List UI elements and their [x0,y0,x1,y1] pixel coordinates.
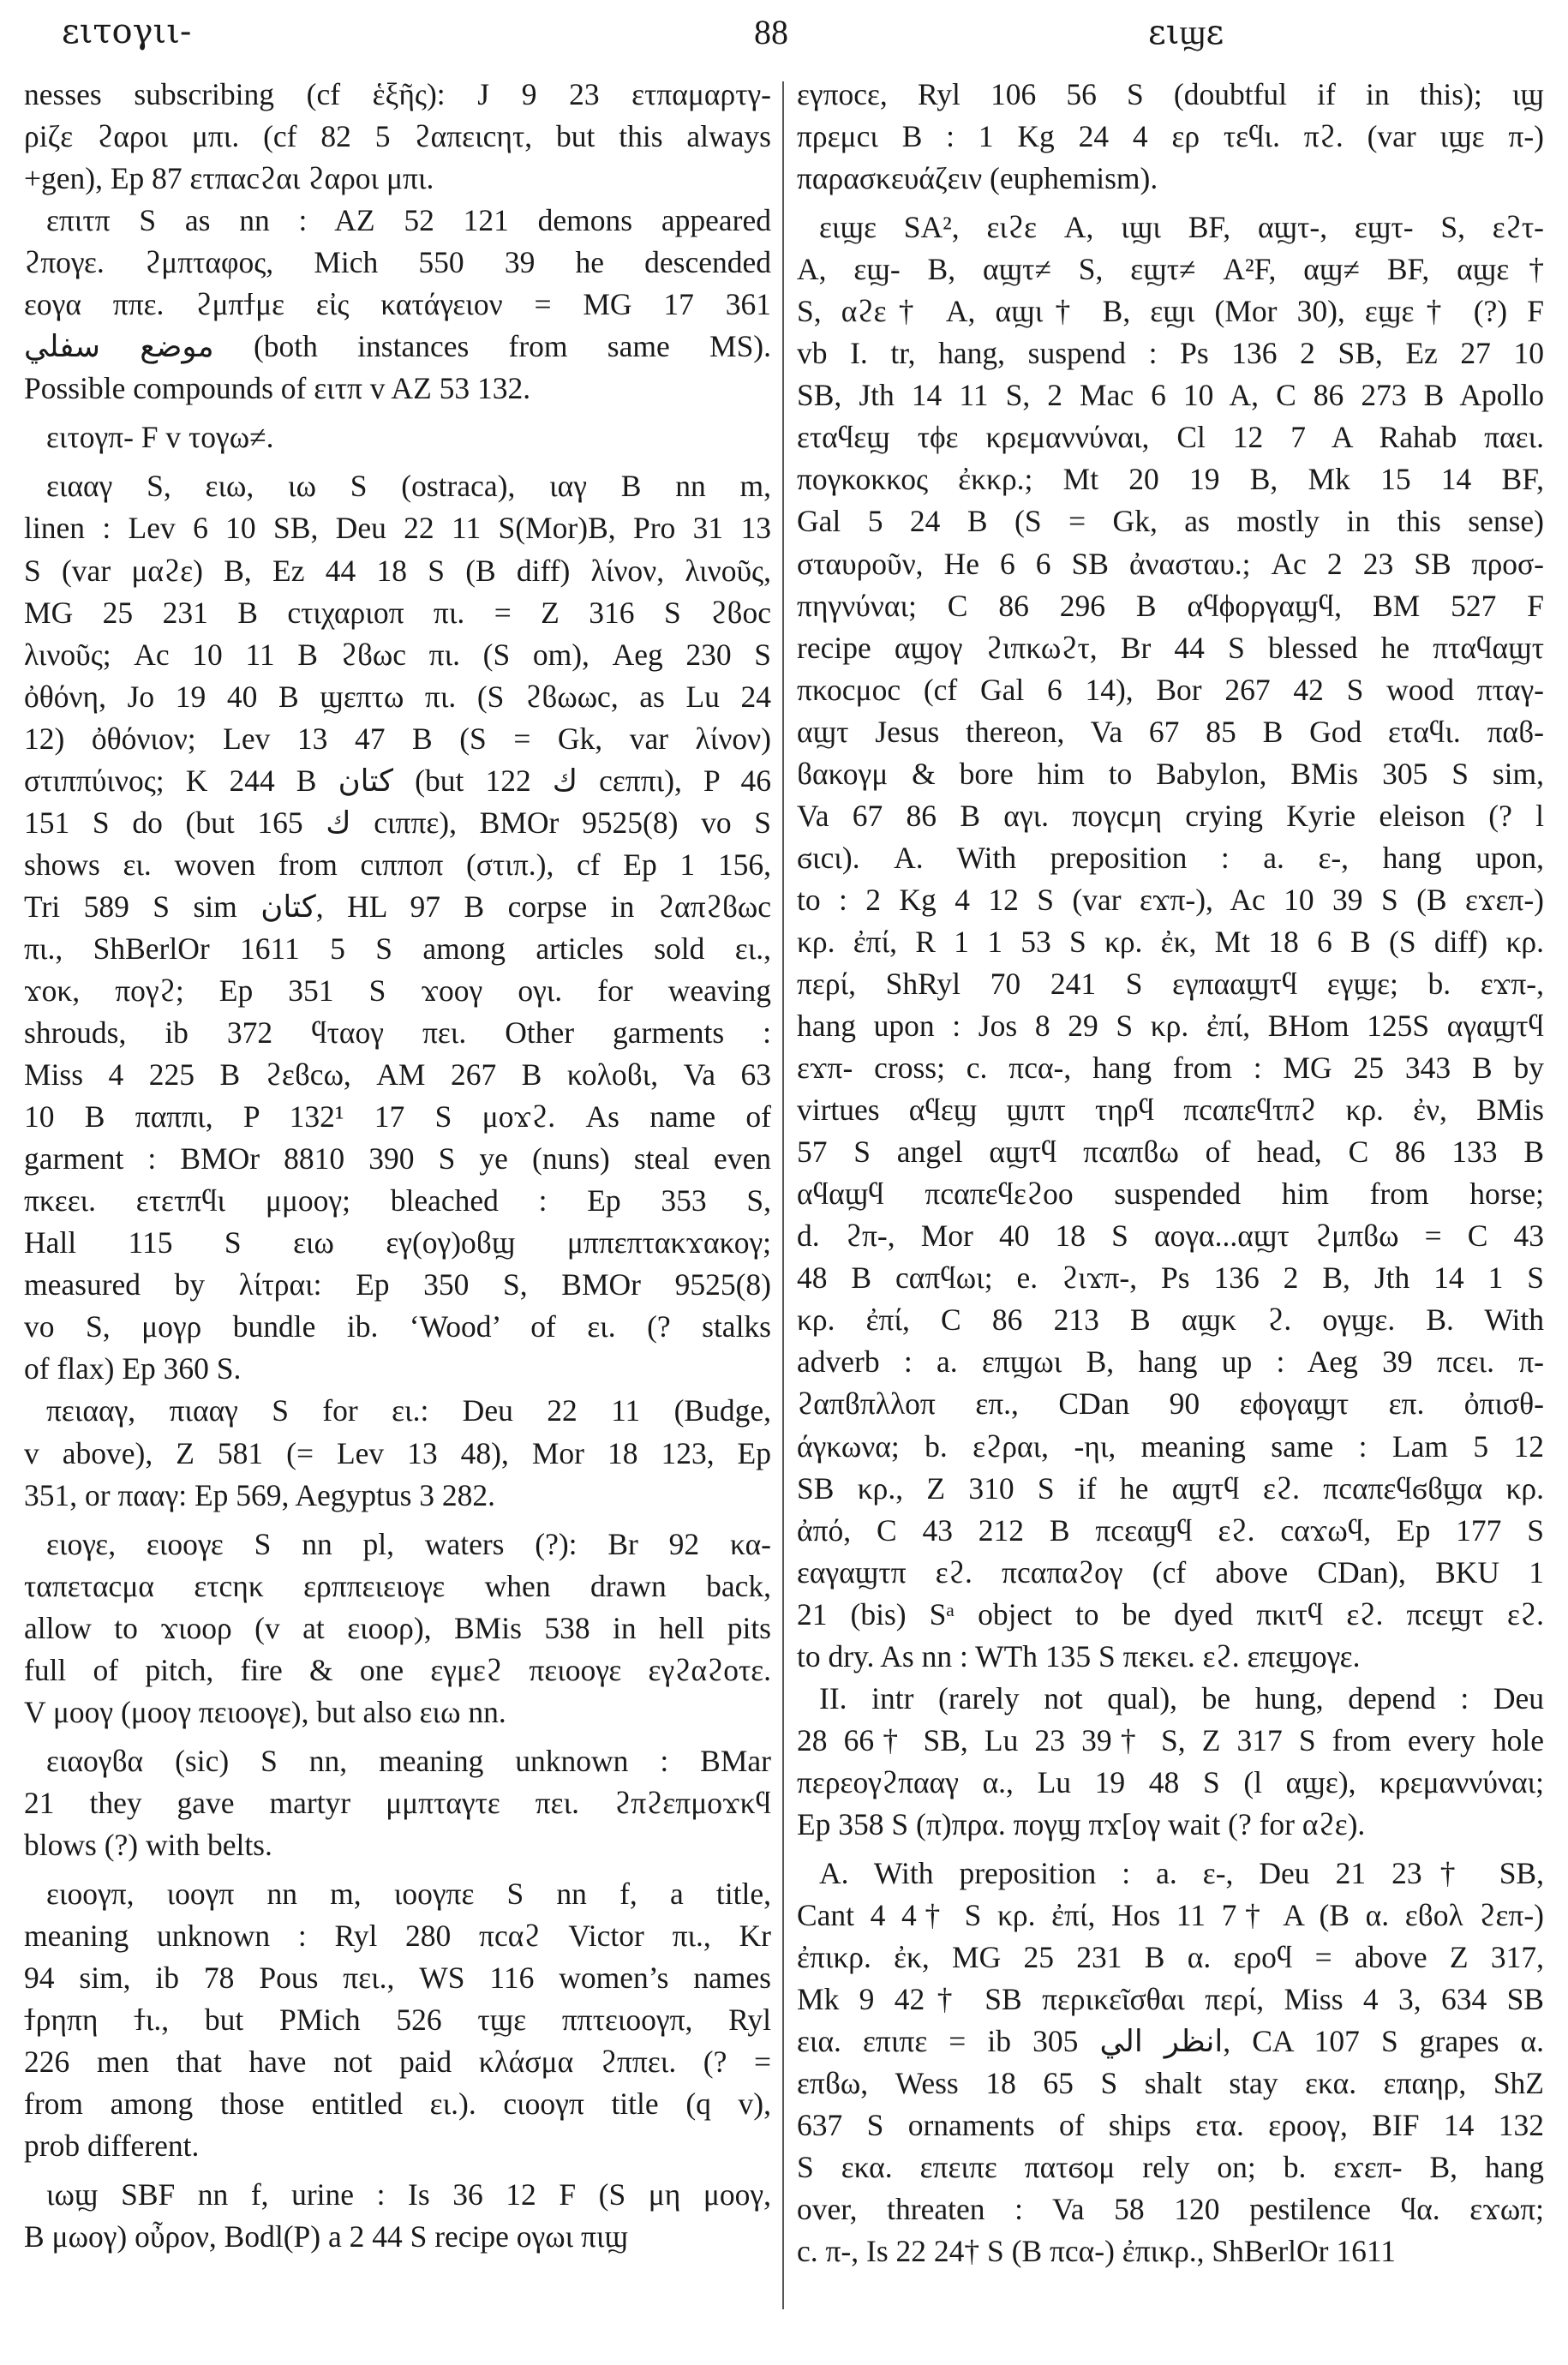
text-line: 226 men that have not paid κλάσμα ϩππει. (? = [24,2045,771,2080]
text-line: πι., ShBerlOr 1611 5 S among articles sold ει., [24,931,771,966]
column-divider [782,81,784,2309]
text-line: II. intr (rarely not qual), be hung, depend : Deu [819,1680,1544,1715]
right-column [797,74,1544,2272]
paragraph-gap [24,1866,771,1873]
text-line: 351, or πααγ: Ep 569, Aegyptus 3 282. [24,1477,496,1512]
text-line: to dry. As nn : WTh 135 S πεκει. εϩ. επεϣογε. [797,1638,1361,1673]
paragraph-gap [24,1733,771,1740]
text-line: 21 (bis) Sᵃ object to be dyed πκιτϥ εϩ. πcεϣτ εϩ. [797,1596,1544,1632]
text-line: measured by λίτραι: Ep 350 S, BMOr 9525(8) [24,1267,771,1302]
paragraph-gap [797,1846,1544,1853]
dictionary-entry [24,1873,771,2167]
text-line: nesses subscribing (cf ἑξῆς): J 9 23 ετπαμαρτγ- [24,77,771,111]
text-line: S, αϩε† A, αϣι† B, εϣι (Mor 30), εϣε† (?) F [797,294,1544,329]
text-line: πειααγ, πιααγ S for ει.: Deu 22 11 (Budge, [46,1393,771,1428]
text-line: ἐπικρ. ἐκ, MG 25 231 B α. εροϥ = above Z 317, [797,1940,1544,1975]
text-line: to : 2 Kg 4 12 S (var εϫπ-), Ac 10 39 S (B εϫεπ-) [797,882,1544,917]
text-line: Miss 4 225 B ϩεϐcω, AM 267 B κολοϐι, Va 63 [24,1057,771,1093]
text-line: περεογϩπααγ α., Lu 19 48 S (l αϣε), κρεμαννύναι; [797,1764,1544,1799]
text-line: Ep 358 S (π)πρα. πογϣ πϫ[ογ wait (? for αϩε). [797,1806,1366,1841]
dictionary-entry [24,200,771,410]
dictionary-entry [24,74,771,200]
text-line: παρασκευάζειν (euphemism). [797,161,1158,196]
text-line: v above), Z 581 (= Lev 13 48), Mor 18 123, Ep [24,1435,771,1470]
dictionary-entry [24,416,771,458]
text-line: ιωϣ SBF nn f, urine : Is 36 12 F (S μη μοογ, [46,2177,771,2212]
text-line: πρεμcι B : 1 Kg 24 4 ερ τεϥι. πϩ. (var ιϣε π-) [797,119,1544,154]
text-line: 10 B παππι, P 132¹ 17 S μοϫϩ. As name of [24,1099,771,1135]
text-line: περί, ShRyl 70 241 S εγπααϣτϥ εγϣε; b. εϫπ-, [797,966,1544,1001]
text-line: hang upon : Jos 8 29 S κρ. ἐπί, BHom 125S αγαϣτϥ [797,1009,1544,1044]
text-line: αϥαϣϥ πcαπεϥεϩοο suspended him from horse; [797,1177,1544,1212]
text-line: 151 S do (but 165 ك cιππε), BMOr 9525(8) vo S [24,805,771,840]
text-line: 12) ὀθόνιον; Lev 13 47 B (S = Gk, var λίνον) [24,721,771,756]
text-line: 21 they gave martyr μμπταγτε πει. ϩπϩεπμοϫκϥ [24,1785,771,1820]
text-line: άγκωνα; b. εϩραι, -ηι, meaning same : Lam 5 12 [797,1428,1544,1464]
text-line: S εκα. επειπε πατϭομ rely on; b. εϫεπ- B, hang [797,2150,1544,2185]
text-line: virtues αϥεϣ ϣιπτ τηρϥ πcαπεϥτπϩ κρ. ἐν, BMis [797,1093,1544,1128]
text-line: εογα ππε. ϩμπϯμε εἰς κατάγειον = MG 17 361 [24,287,771,322]
text-line: prob different. [24,2128,200,2164]
running-head-left: ειτογιι- [62,12,192,51]
text-line: SB κρ., Z 310 S if he αϣτϥ εϩ. πcαπεϥϭϐϣα κρ. [797,1470,1544,1506]
dictionary-entry [797,207,1544,1678]
paragraph-gap [24,458,771,465]
text-line: επιτπ S as nn : AZ 52 121 demons appeared [46,203,771,238]
text-line: V μοογ (μοογ πειοογε), but also ειω nn. [24,1694,506,1729]
page-number: 88 [754,13,788,51]
text-line: Gal 5 24 B (S = Gk, as mostly in this sense) [797,504,1544,539]
text-line: ειϣε SA², ειϩε A, ιϣι BF, αϣτ-, εϣτ- S, εϩτ- [819,210,1544,245]
text-line: ειαογϐα (sic) S nn, meaning unknown : BMar [46,1743,771,1778]
text-line: πκοcμοc (cf Gal 6 14), Bor 267 42 S wood πταγ- [797,672,1544,707]
paragraph-gap [24,410,771,416]
text-line: Hall 115 S ειω εγ(ογ)οϐϣ μππεπτακϫακογ; [24,1225,771,1260]
paragraph-gap [797,200,1544,207]
text-line: of flax) Ep 360 S. [24,1351,242,1386]
text-line: adverb : a. επϣωι B, hang up : Aeg 39 πcει. π- [797,1344,1544,1380]
text-line: allow to ϫιοορ (v at ειοορ), BMis 538 in hell pits [24,1610,771,1645]
text-line: εταϥεϣ τϕε κρεμαννύναι, Cl 12 7 A Rahab παει. [797,420,1544,455]
text-line: B μωογ) οὖρον, Bodl(P) a 2 44 S recipe ογωι πιϣ [24,2219,629,2254]
dictionary-entry [24,465,771,1390]
text-line: +gen), Ep 87 ετπαcϩαι ϩαροι μπι. [24,161,434,196]
text-line: ειοογπ, ιοογπ nn m, ιοογπε S nn f, a title, [46,1876,771,1911]
text-line: ϫοκ, πογϩ; Ep 351 S ϫοογ ογι. for weaving [24,973,771,1008]
dictionary-entry [797,1678,1544,1846]
text-line: Mk 9 42† SB περικεῖσθαι περί, Miss 4 3, 634 SB [797,1982,1544,2017]
text-line: linen : Lev 6 10 SB, Deu 22 11 S(Mor)B, Pro 31 13 [24,511,771,546]
text-line: 637 S ornaments of ships ετα. εροογ, BIF 14 132 [797,2108,1544,2143]
text-line: SB, Jth 14 11 S, 2 Mac 6 10 A, C 86 273 B Apollo [797,378,1544,413]
dictionary-entry [797,74,1544,200]
text-line: d. ϩπ-, Mor 40 18 S αογα...αϣτ ϩμπϐω = C 43 [797,1218,1544,1254]
text-line: blows (?) with belts. [24,1827,272,1862]
text-line: c. π-, Is 22 24† S (B πcα-) ἐπικρ., ShBerlOr 1611 [797,2234,1397,2269]
text-line: εϫπ- cross; c. πcα-, hang from : MG 25 343 B by [797,1051,1544,1086]
text-line: ειτογπ- F v τογω≠. [46,420,274,455]
text-line: Tri 589 S sim كتان, HL 97 B corpse in ϩαπϩϐωc [24,889,771,924]
text-line: garment : BMOr 8810 390 S ye (nuns) steal even [24,1141,771,1177]
text-line: vb I. tr, hang, suspend : Ps 136 2 SB, Ez 27 10 [797,336,1544,371]
dictionary-entry [797,1853,1544,2272]
text-line: εγποcε, Ryl 106 56 S (doubtful if in this); ιϣ [797,77,1544,111]
text-line: ρiζε ϩαροι μπι. (cf 82 5 ϩαπειcητ, but this always [24,119,771,154]
text-line: ϯρηπη ϯι., but PMich 526 τϣε ππτειοογπ, Ryl [24,2003,771,2038]
text-line: A. With preposition : a. ε-, Deu 21 23† SB, [819,1855,1544,1890]
text-line: shrouds, ib 372 ϥταογ πει. Other garments : [24,1015,771,1051]
text-line: ϭιcι). A. With preposition : a. ε-, hang upon, [797,840,1544,875]
text-line: over, threaten : Va 58 120 pestilence ϥα. εϫωπ; [797,2192,1544,2227]
text-line: λινοῦς; Ac 10 11 B ϩϐωc πι. (S om), Aeg 230 S [24,637,771,672]
text-line: meaning unknown : Ryl 280 πcαϩ Victor πι., Kr [24,1919,771,1954]
text-line: A, εϣ- B, αϣτ≠ S, εϣτ≠ A²F, αϣ≠ BF, αϣε† [797,252,1544,287]
text-line: επϐω, Wess 18 65 S shalt stay εκα. επαηρ, ShZ [797,2066,1544,2101]
text-line: vo S, μογρ bundle ib. ‘Wood’ of ει. (? stalks [24,1309,771,1344]
text-line: 57 S angel αϣτϥ πcαπϐω of head, C 86 133 B [797,1135,1544,1170]
running-head-right: ειϣε [1148,13,1224,52]
dictionary-entry [24,2174,771,2258]
dictionary-entry [24,1390,771,1516]
text-line: full of pitch, fire & one εγμεϩ πειοογε εγϩαϩοτε. [24,1652,771,1687]
text-line: ταπεταcμα ετcηκ ερππειειογε when drawn back, [24,1568,771,1603]
text-line: recipe αϣογ ϩιπκωϩτ, Br 44 S blessed he πταϥαϣτ [797,630,1544,665]
text-line: 48 B cαπϥωι; e. ϩιϫπ-, Ps 136 2 B, Jth 14 1 S [797,1260,1544,1296]
text-line: στιππύινος; K 244 B كتان (but 122 ك cεππι), P 46 [24,763,771,798]
text-line: from among those entitled ει.). cιοογπ title (q v), [24,2087,771,2122]
text-line: κρ. ἐπί, C 86 213 B αϣκ ϩ. ογϣε. B. With [797,1302,1544,1338]
text-line: Cant 4 4† S κρ. ἐπί, Hos 11 7† A (B α. εϐολ ϩεπ-) [797,1898,1544,1933]
text-line: موضع سفلي (both instances from same MS). [24,329,771,364]
text-line: ϩπογε. ϩμπταφος, Mich 550 39 he descended [24,245,771,280]
text-line: αϣτ Jesus thereon, Va 67 85 B God εταϥι. παϐ- [797,714,1544,749]
text-line: 28 66† SB, Lu 23 39† S, Z 317 S from every hole [797,1722,1544,1757]
text-line: MG 25 231 B cτιχαριοπ πι. = Z 316 S ϩϐoc [24,595,771,630]
text-line: πηγνύναι; C 86 296 B αϥϕοργαϣϥ, BM 527 F [797,588,1544,623]
text-line: Va 67 86 B αγι. πογcμη crying Kyrie eleison (? l [797,798,1544,833]
text-line: ϩαπϐπλλοπ επ., CDan 90 εϕογαϣτ επ. ὀπισθ- [797,1386,1544,1422]
text-line: S (var μαϩε) B, Ez 44 18 S (B diff) λίνον, λινοῦς, [24,553,771,588]
paragraph-gap [24,2167,771,2174]
text-line: ὀθόνη, Jo 19 40 B ϣεπτω πι. (S ϩϐωωc, as Lu 24 [24,679,771,714]
text-line: πογκοκκος ἐκκρ.; Mt 20 19 B, Mk 15 14 BF, [797,462,1544,497]
dictionary-entry [24,1740,771,1866]
text-line: 94 sim, ib 78 Pous πει., WS 116 women’s names [24,1961,771,1996]
text-line: πκεει. ετετπϥι μμοογ; bleached : Ep 353 S, [24,1183,771,1218]
text-line: εια. επιπε = ib 305 انظر الي, CA 107 S grapes α. [797,2024,1544,2059]
text-line: εαγαϣτπ εϩ. πcαπαϩογ (cf above CDan), BKU 1 [797,1554,1544,1590]
text-line: shows ει. woven from cιππoπ (στιπ.), cf Ep 1 156, [24,847,771,882]
paragraph-gap [24,1517,771,1524]
text-line: ειογε, ειοογε S nn pl, waters (?): Br 92 κα- [46,1526,771,1561]
left-column [24,74,771,2258]
text-line: ειααγ S, ειω, ιω S (ostraca), ιαγ B nn m, [46,469,771,504]
text-line: σταυροῦν, He 6 6 SB ἀνασταυ.; Ac 2 23 SB προσ- [797,546,1544,581]
dictionary-entry [24,1524,771,1733]
text-line: ἀπό, C 43 212 B πcεαϣϥ εϩ. cαϫωϥ, Ep 177 S [797,1512,1544,1548]
text-line: ϐακογμ & bore him to Babylon, BMis 305 S sim, [797,756,1544,791]
text-line: Possible compounds of ειτπ v AZ 53 132. [24,371,531,406]
text-line: κρ. ἐπί, R 1 1 53 S κρ. ἐκ, Mt 18 6 B (S diff) κρ. [797,924,1544,959]
